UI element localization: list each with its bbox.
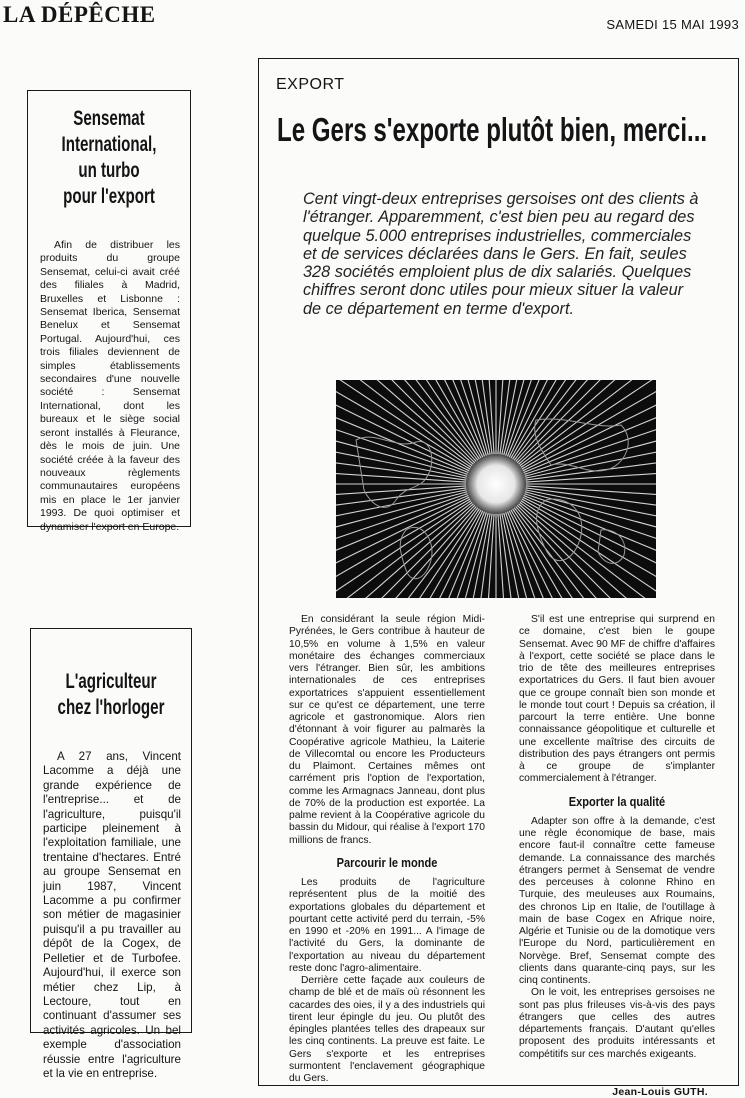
article-column-1 bbox=[289, 614, 485, 1085]
sidebar-sensemat-international bbox=[27, 90, 191, 533]
article-paragraph: S'il est une entreprise qui surprend en ce domaine, c'est bien le goupe Sensemat. Avec 90 MF de chiffre d'affaires à l'export, cette société se place dans le trio de tête des meilleures entreprises exportatrices du Gers. Il faut bien avouer que ce groupe connaît bien son monde et le monde tout court ! Depuis sa création, il parcourt la terre entière. Une bonne connaissance géopolitique et culturelle et une excellente maîtrise des circuits de distribution des pays étrangers ont permis à ce groupe de s'implanter commercialement à l'étranger. bbox=[519, 614, 715, 785]
article-paragraph: En considérant la seule région Midi-Pyrénées, le Gers contribue à hauteur de 10,5% en volume à 1,5% en valeur monétaire des échanges commerciaux vers l'étranger. Bien sûr, les ambitions internationales de ces entreprises exportatrices s'appuient essentiellement sur ce qu'est ce département, une terre agricole et gastronomique. Alors rien d'étonnant à voir figurer au palmarès la Coopérative agricole Mathieu, la Laiterie de Villecomtal ou encore les Producteurs du Plaimont. Certaines mêmes ont carrément pris l'option de l'exportation, comme les Armagnacs Janneau, dont plus de 70% de la production est exportée. La palme revient à la Coopérative agricole du bassin du Midour, qui réalise à l'export 170 millions de francs. bbox=[289, 614, 485, 846]
main-article bbox=[258, 58, 739, 1098]
article-column-2 bbox=[519, 614, 715, 1061]
subheading-parcourir: Parcourir le monde bbox=[336, 854, 438, 870]
article-paragraph: On le voit, les entreprises gersoises ne sont pas plus frileuses vis-à-vis des pays étrangers que celles des autres départements français. D'autant qu'elles proposent des produits intéressants et compétitifs sur ces marchés exigeants. bbox=[519, 987, 715, 1060]
subheading-qualite: Exporter la qualité bbox=[568, 793, 666, 809]
masthead: LA DÉPÊCHE bbox=[3, 2, 156, 27]
sidebar-title: Sensemat International, un turbo pour l'export bbox=[61, 107, 157, 208]
sidebar-text: Afin de distribuer les produits du groupe Sensemat, celui-ci avait créé des filiales à Madrid, Bruxelles et Lisbonne : Sensemat Iberica, Sensemat Benelux et Sensemat Portugal. Aujourd'hui, ces trois filiales deviennent de simples établissements secondaires d'une nouvelle société : Sensemat International, dont les bureaux et le siège social seront installés à Fleurance, dès le mois de juin. Une société créée à la faveur des nouveaux règlements communautaires européens mis en place le 1er janvier 1993. De quoi optimiser et dynamiser l'export en Europe. bbox=[40, 239, 180, 533]
sidebar-title: L'agriculteur chez l'horloger bbox=[57, 670, 165, 719]
article-paragraph: Adapter son offre à la demande, c'est une règle économique de base, mais encore faut-il connaître cette fameuse demande. La connaissance des marchés étrangers permet à Sensemat de vendre des perceuses à colonne Rhino en Turquie, des meuleuses aux Roumains, des chronos Lip en Italie, de l'outillage à main de base Cogex en Afrique noire, Algérie et Tunisie ou de la domotique vers l'Europe du Nord, particulièrement en Norvège. Bref, Sensemat compte des clients dans quarante-cinq pays, sur les cinq continents. bbox=[519, 815, 715, 986]
article-headline: Le Gers s'exporte plutôt bien, merci... bbox=[277, 111, 708, 148]
sidebar-agriculteur bbox=[30, 628, 192, 1080]
byline: Jean-Louis GUTH. bbox=[612, 1086, 708, 1098]
article-paragraph: Derrière cette façade aux couleurs de champ de blé et de maïs où résonnent les cacardes des oies, il y a des industriels qui tirent leur épingle du jeu. Ou plutôt des épingles plantées telles des drapeaux sur les cinq continents. La preuve est faite. Le Gers s'exporte et les entreprises surmontent l'enclavement géographique du Gers. bbox=[289, 975, 485, 1084]
article-lede: Cent vingt-deux entreprises gersoises ont des clients à l'étranger. Apparemment, c'est bien peu au regard des quelque 5.000 entreprises industrielles, commerciales et de services déclarées dans le Gers. En fait, seules 328 sociétés emploient plus de dix salariés. Quelques chiffres seront donc utiles pour mieux situer la valeur de ce département en terme d'export. bbox=[303, 190, 699, 318]
issue-date: SAMEDI 15 MAI 1993 bbox=[606, 17, 739, 32]
article-kicker: EXPORT bbox=[276, 76, 345, 93]
world-map-photo bbox=[336, 380, 656, 598]
sidebar-text: A 27 ans, Vincent Lacomme a déjà une grande expérience de l'entreprise... et de l'agriculture, puisqu'il participe pleinement à l'exploitation familiale, une trentaine d'hectares. Entré au groupe Sensemat en juin 1987, Vincent Lacomme a pu confirmer son métier de magasinier puisqu'il a pu travailler au dépôt de la Cogex, de Pelletier et de Turbofee. Aujourd'hui, il exerce son métier chez Lip, à Lectoure, tout en continuant d'assumer ses activités agricoles. Un bel exemple d'association réussie entre l'agriculture et la vie en entreprise. bbox=[43, 750, 181, 1080]
article-paragraph: Les produits de l'agriculture représentent plus de la moitié des exportations globales du département et pourtant cette activité perd du terrain, -5% en 1990 et -20% en 1991... A l'image de l'activité du Gers, la dominante de l'exportation au niveau du département reste donc l'agro-alimentaire. bbox=[289, 877, 485, 974]
